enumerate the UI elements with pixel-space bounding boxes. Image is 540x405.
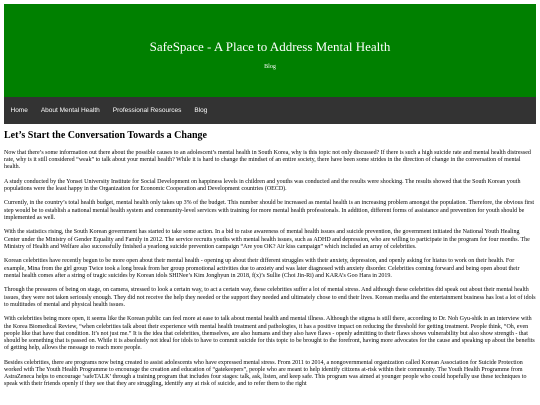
post-paragraph: Korean celebrities have recently begun to be more open about their mental health - opening up about their different struggles with their anxiety, depression, and openly asking for hiatus to work on their health. For example, Mina from the girl group Twice took a long break from her group promotional activities due to anxiety and was later diagnosed with anxiety disorder. Celebrities coming forward and being open about their mental health comes after a string of tragic suicides by Korean idols SHINee’s Kim Jonghyun in 2018, f(x)’s Sullie (Choi Jin-Ri) and KARA’s Goo Hara in 2019. (4, 258, 520, 279)
nav-link-professional-resources[interactable]: Professional Resources (112, 107, 182, 114)
post-heading: Let’s Start the Conversation Towards a Change (4, 129, 207, 141)
post-paragraph: Currently, in the country’s total health budget, mental health only takes up 3% of the budget. This number should be increased as mental health is an increasing problem amongst the population. Therefore, the obvious first step would be to establish a national mental health system and community-level services with training for more mental health professionals. In addition, different forms of assistance and prevention for youth should be implemented as well. (4, 200, 535, 221)
site-subtitle: Blog (264, 64, 276, 70)
nav-link-about-mental-health[interactable]: About Mental Health (40, 107, 100, 114)
blog-post (4, 129, 536, 389)
site-title: SafeSpace - A Place to Address Mental Health (149, 39, 391, 54)
post-paragraph: Besides celebrities, there are programs now being created to assist adolescents who have expressed mental stress. From 2011 to 2014, a nongovernmental organization called Korean Association for Suicide Protection worked with The Youth Health Programme to encourage the creation and education of “gatekeepers”, people who are meant to help identify citizens at-risk within their community. The Youth Health Programme from AstraZeneca helps to encourage ‘safeTALK’ through a training program that includes four stages: talk, ask, listen, and keep safe. This program was aimed at younger people who could hopefully use these techniques to speak with their friends openly if they see that they are struggling, identify any at risk of suicide, and to refer them to the right (4, 359, 527, 388)
post-paragraph: With celebrities being more open, it seems like the Korean public can feel more at ease to talk about mental health and mental illness. Although the stigma is still there, according to Dr. Noh Gyu-shik in an interview with the Korea Biomedical Review, “when celebrities talk about their experience with mental health treatment and pathologies, it has a positive impact on reducing the threshold for getting treatment. People think, “Oh, even people like that have that condition. It’s not just me.” It is the idea that celebrities, themselves, are also humans and they also have flaws - openly admitting to their flaws shows vulnerability but also show strength - that should be something that is passed on. While it is absolutely not ideal for idols to have to commit suicide for this topic to be brought to the forefront, having more advocates for the cause and speaking up about the benefits of getting help, allows the message to reach more people. (4, 316, 535, 352)
post-paragraph: A study conducted by the Yonsei University Institute for Social Development on happiness levels in children and youths was conducted and the results were shocking. The results showed that the South Korean youth populations were the least happy in the Organization for Economic Cooperation and Development countries (OECD). (4, 178, 521, 192)
site-header (4, 4, 536, 97)
nav-link-home[interactable]: Home (10, 107, 28, 114)
page (4, 4, 536, 389)
nav-link-blog[interactable]: Blog (194, 107, 208, 114)
post-paragraph: Through the pressures of being on stage, on camera, stressed to look a certain way, to act a certain way, these celebrities suffer a lot of mental stress. And although these celebrities did speak out about their mental health issues, they were not taken seriously enough. They did not receive the help they needed or the support they needed and ultimately chose to end their lives. Korean media and the entertainment business has lost a lot of idols to multitudes of mental and physical health issues. (4, 287, 536, 308)
main-navigation (4, 97, 536, 124)
post-paragraph: With the statistics rising, the South Korean government has started to take some action. In a bid to raise awareness of mental health issues and suicide prevention, the government initiated the National Youth Healing Center under the Ministry of Gender Equality and Family in 2012. The service recruits youths with mental health issues, such as ADHD and depression, who are willing to participate in the program for four months. The Ministry of Health and Welfare also successfully finished a yearlong suicide prevention campaign “Are you OK? Air kiss campaign” which included an array of celebrities. (4, 229, 530, 250)
post-paragraph: Now that there’s some information out there about the possible causes to an adolescent’s mental health in South Korea, why is this topic not only discussed? If there is such a high suicide rate and mental health distressed rate, why is it still considered “weak” to talk about your mental health? While it is hard to change the mindset of an entire society, there have been some strides in the direction of change in the conversation of mental health. (4, 149, 531, 170)
